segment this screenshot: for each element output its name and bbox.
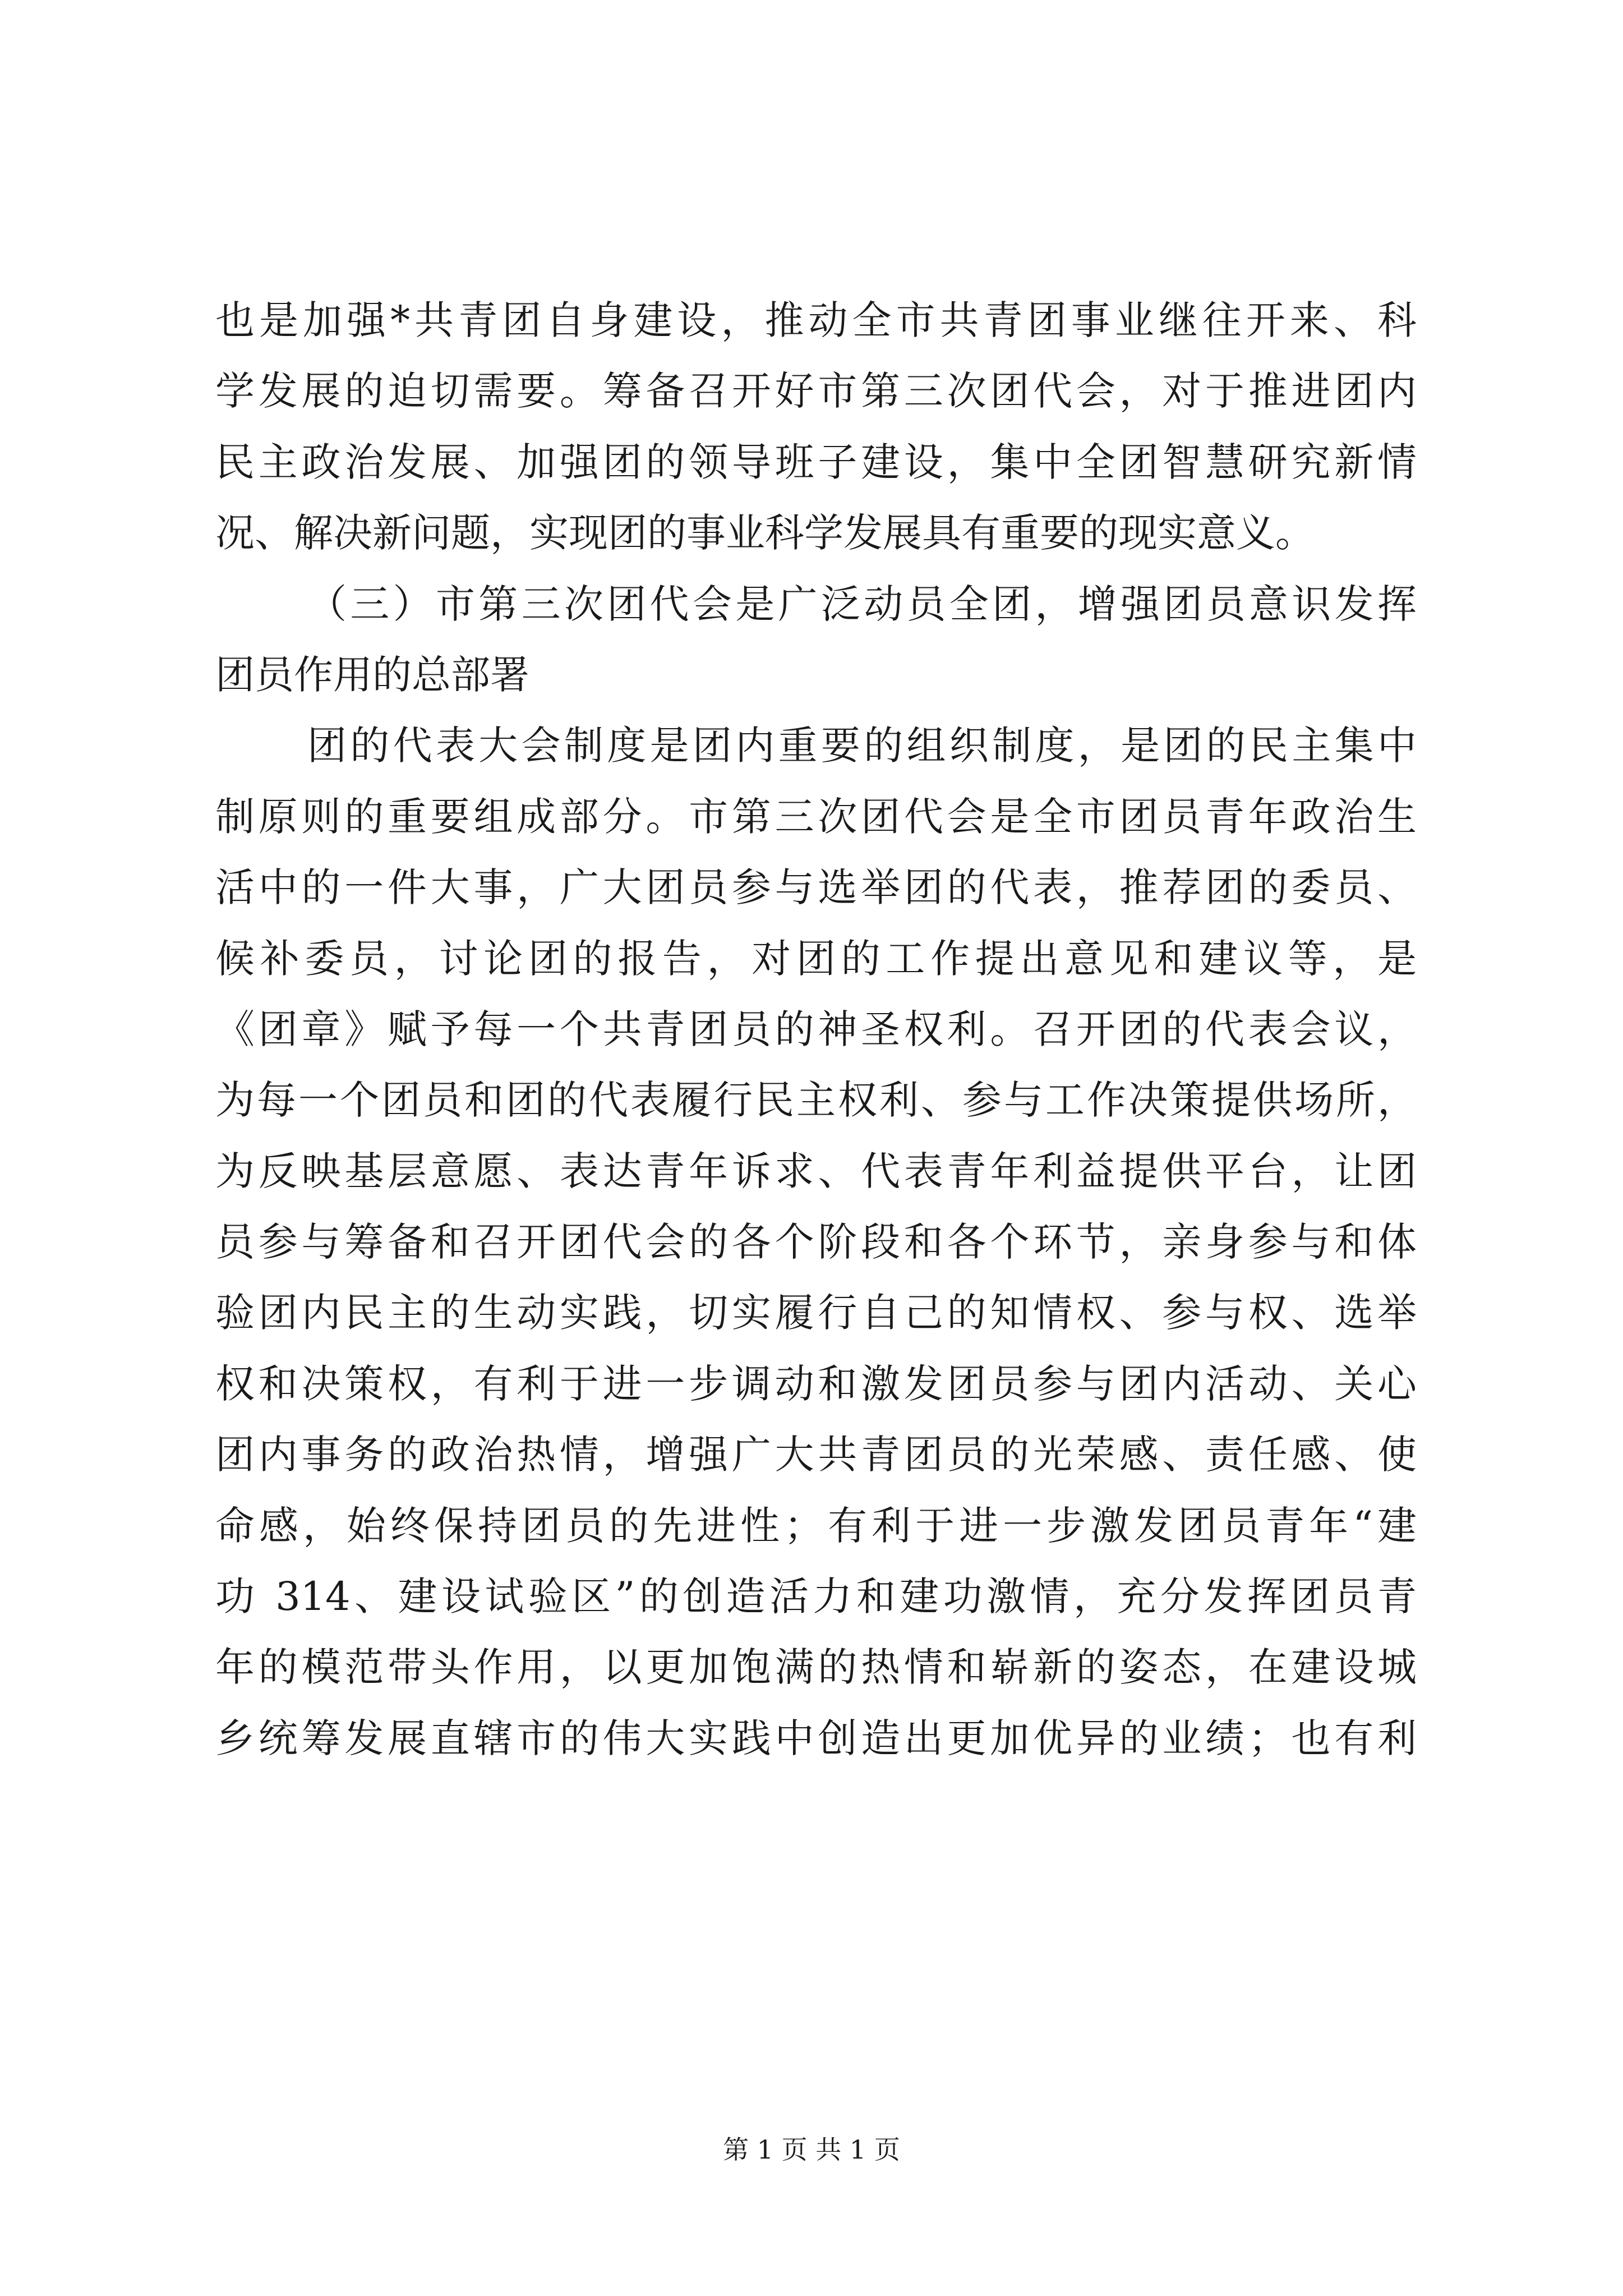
page-number-label: 第 1 页 共 1 页	[723, 2134, 900, 2165]
paragraph-line-16: 权和决策权，有利于进一步调动和激发团员参与团内活动、关心	[215, 1360, 1417, 1407]
paragraph-line-19: 功 314、建设试验区”的创造活力和建功激情，充分发挥团员青	[215, 1573, 1417, 1620]
paragraph-line-9: 活中的一件大事，广大团员参与选举团的代表，推荐团的委员、	[215, 864, 1417, 911]
paragraph-line-1: 也是加强*共青团自身建设，推动全市共青团事业继往开来、科	[215, 297, 1417, 343]
paragraph-line-21: 乡统筹发展直辖市的伟大实践中创造出更加优异的业绩；也有利	[215, 1715, 1417, 1761]
section-heading-line-1: （三）市第三次团代会是广泛动员全团，增强团员意识发挥	[307, 581, 1417, 627]
paragraph-line-10: 候补委员，讨论团的报告，对团的工作提出意见和建议等，是	[215, 935, 1417, 982]
paragraph-line-8: 制原则的重要组成部分。市第三次团代会是全市团员青年政治生	[215, 793, 1417, 840]
page-footer	[0, 2129, 1623, 2166]
paragraph-line-7: 团的代表大会制度是团内重要的组织制度，是团的民主集中	[307, 723, 1417, 769]
section-heading-line-2: 团员作用的总部署	[215, 651, 529, 698]
paragraph-line-18: 命感，始终保持团员的先进性；有利于进一步激发团员青年“建	[215, 1502, 1417, 1549]
paragraph-line-11: 《团章》赋予每一个共青团员的神圣权利。召开团的代表会议，	[215, 1006, 1417, 1052]
paragraph-line-12: 为每一个团员和团的代表履行民主权利、参与工作决策提供场所，	[215, 1077, 1417, 1124]
paragraph-line-20: 年的模范带头作用，以更加饱满的热情和崭新的姿态，在建设城	[215, 1644, 1417, 1691]
paragraph-line-4: 况、解决新问题，实现团的事业科学发展具有重要的现实意义。	[215, 510, 1315, 556]
paragraph-line-15: 验团内民主的生动实践，切实履行自己的知情权、参与权、选举	[215, 1290, 1417, 1336]
paragraph-line-2: 学发展的迫切需要。筹备召开好市第三次团代会，对于推进团内	[215, 368, 1417, 415]
paragraph-line-14: 员参与筹备和召开团代会的各个阶段和各个环节，亲身参与和体	[215, 1219, 1417, 1266]
paragraph-line-13: 为反映基层意愿、表达青年诉求、代表青年利益提供平台，让团	[215, 1148, 1417, 1194]
paragraph-line-17: 团内事务的政治热情，增强广大共青团员的光荣感、责任感、使	[215, 1432, 1417, 1478]
document-body	[215, 285, 1417, 1774]
paragraph-line-3: 民主政治发展、加强团的领导班子建设，集中全团智慧研究新情	[215, 439, 1417, 485]
